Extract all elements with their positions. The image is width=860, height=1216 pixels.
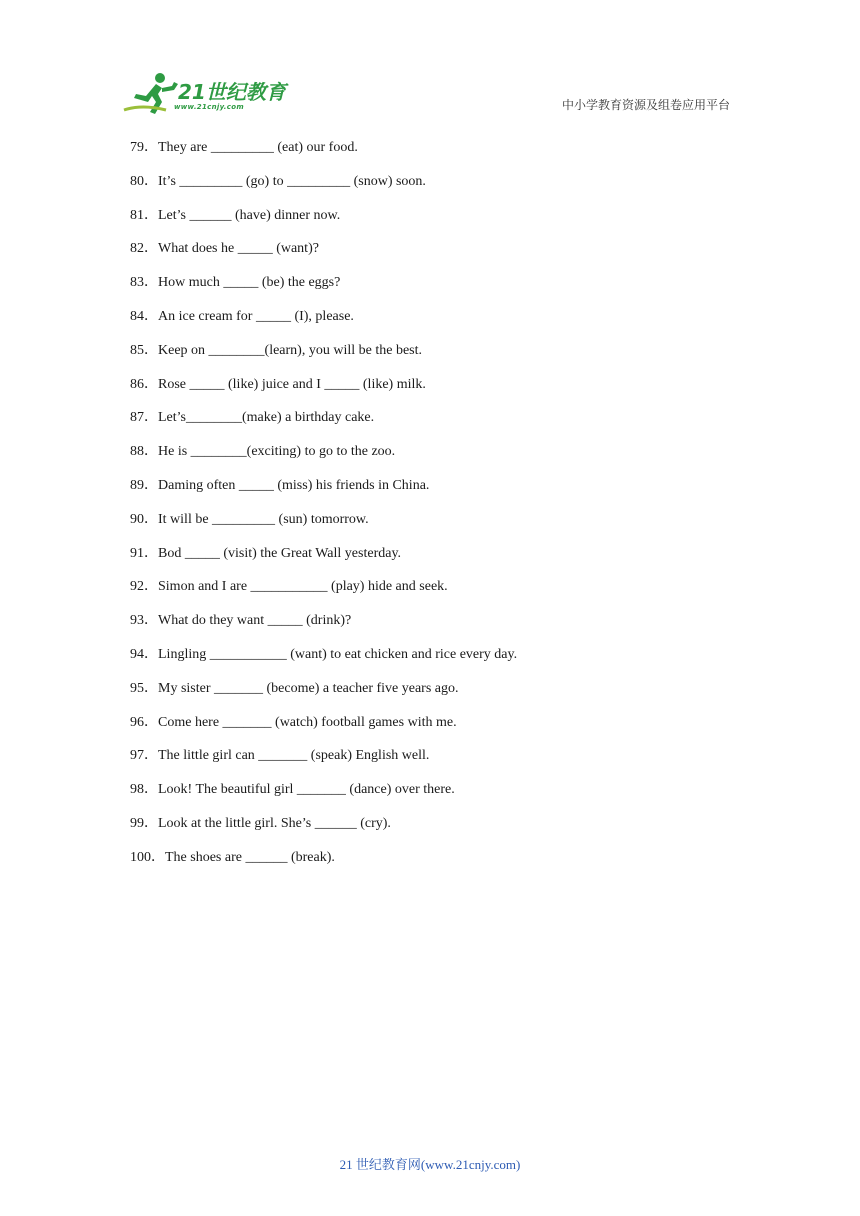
question-item: 82．What does he _____ (want)? bbox=[130, 241, 319, 257]
question-item: 92．Simon and I are ___________ (play) hide and seek. bbox=[130, 579, 448, 595]
site-logo bbox=[122, 70, 292, 118]
page-footer: 21 世纪教育网(www.21cnjy.com) bbox=[339, 1157, 521, 1172]
question-item: 86．Rose _____ (like) juice and I _____ (like) milk. bbox=[130, 376, 426, 392]
question-item: 93．What do they want _____ (drink)? bbox=[130, 613, 352, 629]
question-item: 79．They are _________ (eat) our food. bbox=[130, 140, 358, 155]
question-item: 80．It’s _________ (go) to _________ (snow) soon. bbox=[130, 173, 426, 189]
question-item: 100．The shoes are ______ (break). bbox=[130, 849, 335, 865]
question-item: 94．Lingling ___________ (want) to eat chicken and rice every day. bbox=[130, 646, 518, 662]
question-item: 98．Look! The beautiful girl _______ (dance) over there. bbox=[130, 782, 455, 798]
logo-title: 21世纪教育 bbox=[178, 80, 286, 104]
question-list bbox=[130, 138, 750, 882]
question-item: 91．Bod _____ (visit) the Great Wall yesterday. bbox=[130, 545, 402, 561]
question-item: 90．It will be _________ (sun) tomorrow. bbox=[130, 511, 369, 527]
page-header bbox=[0, 0, 860, 125]
question-item: 96．Come here _______ (watch) football games with me. bbox=[130, 714, 457, 730]
question-item: 85．Keep on ________(learn), you will be the best. bbox=[130, 342, 422, 358]
question-item: 88．He is ________(exciting) to go to the zoo. bbox=[130, 444, 396, 460]
question-item: 87．Let’s________(make) a birthday cake. bbox=[130, 410, 375, 426]
header-divider bbox=[122, 118, 738, 119]
question-item: 84．An ice cream for _____ (I), please. bbox=[130, 308, 354, 324]
header-platform-text: 中小学教育资源及组卷应用平台 bbox=[561, 98, 730, 112]
question-item: 81．Let’s ______ (have) dinner now. bbox=[130, 207, 341, 223]
question-item: 95．My sister _______ (become) a teacher five years ago. bbox=[130, 680, 459, 696]
runner-logo-icon bbox=[122, 70, 182, 116]
logo-url: www.21cnjy.com bbox=[174, 103, 244, 111]
question-item: 83．How much _____ (be) the eggs? bbox=[130, 275, 341, 291]
question-item: 89．Daming often _____ (miss) his friends in China. bbox=[130, 477, 430, 493]
question-item: 99．Look at the little girl. She’s ______ (cry). bbox=[130, 815, 391, 831]
question-item: 97．The little girl can _______ (speak) English well. bbox=[130, 748, 430, 764]
